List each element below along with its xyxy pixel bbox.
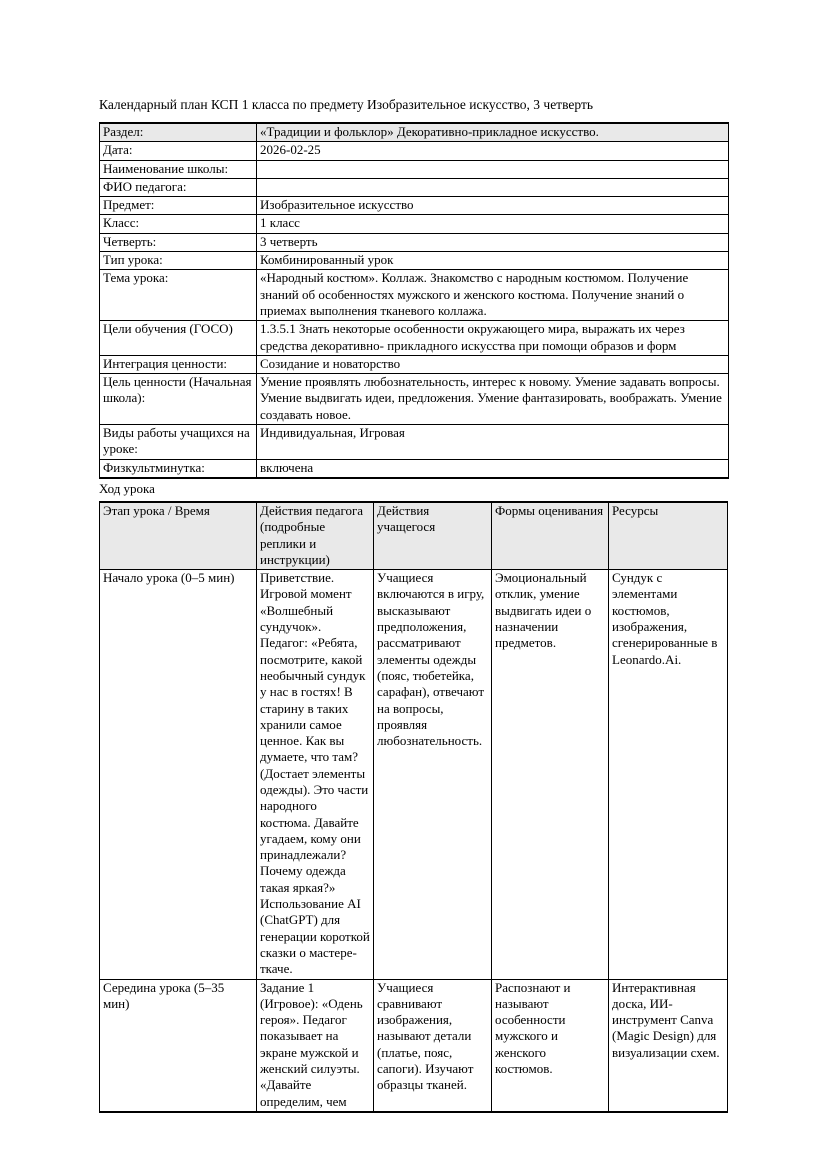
table-row bbox=[100, 355, 729, 373]
col-header-teacher-actions: Действия педагога (подробные реплики и инструкции) bbox=[257, 502, 374, 570]
info-label-phys-minute: Физкультминутка: bbox=[100, 459, 257, 478]
table-row bbox=[100, 459, 729, 478]
info-label-quarter: Четверть: bbox=[100, 233, 257, 251]
table-row bbox=[100, 142, 729, 160]
table-row bbox=[100, 425, 729, 460]
info-label-lesson-type: Тип урока: bbox=[100, 252, 257, 270]
table-row bbox=[100, 197, 729, 215]
table-row bbox=[100, 374, 729, 425]
info-value-phys-minute: включена bbox=[257, 459, 729, 478]
info-label-class: Класс: bbox=[100, 215, 257, 233]
info-value-lesson-type: Комбинированный урок bbox=[257, 252, 729, 270]
page-title: Календарный план КСП 1 класса по предмету Изобразительное искусство, 3 четверть bbox=[99, 97, 593, 112]
info-value-values-goal: Умение проявлять любознательность, интерес к новому. Умение задавать вопросы. Умение выдвигать идеи, предложения. Умение фантазировать, воображать. Умение создавать новое. bbox=[257, 374, 729, 425]
info-label-subject: Предмет: bbox=[100, 197, 257, 215]
col-header-resources: Ресурсы bbox=[609, 502, 728, 570]
table-row bbox=[100, 178, 729, 196]
teacher-actions-cell: Приветствие. Игровой момент «Волшебный сундучок». Педагог: «Ребята, посмотрите, какой необычный сундук у нас в гостях! В старину в таких хранили самое ценное. Как вы думаете, что там? (Достает элементы одежды). Это части народного костюма. Давайте угадаем, кому они принадлежали? Почему одежда такая яркая?» Использование AI (ChatGPT) для генерации короткой сказки о мастере-ткаче. bbox=[257, 570, 374, 979]
info-label-lesson-topic: Тема урока: bbox=[100, 270, 257, 321]
info-value-date: 2026-02-25 bbox=[257, 142, 729, 160]
info-value-quarter: 3 четверть bbox=[257, 233, 729, 251]
stage-cell-lesson-start: Начало урока (0–5 мин) bbox=[100, 570, 257, 979]
table-row bbox=[100, 233, 729, 251]
assessment-cell: Эмоциональный отклик, умение выдвигать идеи о назначении предметов. bbox=[492, 570, 609, 979]
info-value-values-integration: Созидание и новаторство bbox=[257, 355, 729, 373]
resources-cell: Сундук с элементами костюмов, изображения, сгенерированные в Leonardo.Ai. bbox=[609, 570, 728, 979]
info-value-teacher-name bbox=[257, 178, 729, 196]
table-row bbox=[100, 321, 729, 356]
table-row bbox=[100, 123, 729, 142]
lesson-flow-table bbox=[99, 501, 728, 1113]
info-label-values-goal: Цель ценности (Начальная школа): bbox=[100, 374, 257, 425]
table-row bbox=[100, 215, 729, 233]
info-value-goso-goals: 1.3.5.1 Знать некоторые особенности окружающего мира, выражать их через средства декоративно- прикладного искусства при помощи образов и форм bbox=[257, 321, 729, 356]
info-value-class: 1 класс bbox=[257, 215, 729, 233]
assessment-cell: Распознают и называют особенности мужского и женского костюмов. bbox=[492, 979, 609, 1112]
table-row bbox=[100, 252, 729, 270]
info-label-work-types: Виды работы учащихся на уроке: bbox=[100, 425, 257, 460]
table-row bbox=[100, 270, 729, 321]
info-value-lesson-topic: «Народный костюм». Коллаж. Знакомство с народным костюмом. Получение знаний об особенностях мужского и женского костюма. Получение знаний о приемах выполнения тканевого коллажа. bbox=[257, 270, 729, 321]
info-label-razdel: Раздел: bbox=[100, 123, 257, 142]
info-label-goso-goals: Цели обучения (ГОСО) bbox=[100, 321, 257, 356]
table-row bbox=[100, 979, 728, 1112]
section-heading: Ход урока bbox=[99, 480, 155, 496]
info-value-razdel: «Традиции и фольклор» Декоративно-прикладное искусство. bbox=[257, 123, 729, 142]
table-row bbox=[100, 160, 729, 178]
table-row bbox=[100, 570, 728, 979]
info-value-work-types: Индивидуальная, Игровая bbox=[257, 425, 729, 460]
info-label-teacher-name: ФИО педагога: bbox=[100, 178, 257, 196]
info-label-date: Дата: bbox=[100, 142, 257, 160]
col-header-assessment: Формы оценивания bbox=[492, 502, 609, 570]
info-table bbox=[99, 122, 729, 479]
resources-cell: Интерактивная доска, ИИ-инструмент Canva (Magic Design) для визуализации схем. bbox=[609, 979, 728, 1112]
info-label-school: Наименование школы: bbox=[100, 160, 257, 178]
info-value-school bbox=[257, 160, 729, 178]
table-header-row bbox=[100, 502, 728, 570]
col-header-student-actions: Действия учащегося bbox=[374, 502, 492, 570]
info-label-values-integration: Интеграция ценности: bbox=[100, 355, 257, 373]
info-value-subject: Изобразительное искусство bbox=[257, 197, 729, 215]
teacher-actions-cell: Задание 1 (Игровое): «Одень героя». Педагог показывает на экране мужской и женский силуэты. «Давайте определим, чем bbox=[257, 979, 374, 1112]
stage-cell-lesson-middle: Середина урока (5–35 мин) bbox=[100, 979, 257, 1112]
col-header-stage: Этап урока / Время bbox=[100, 502, 257, 570]
student-actions-cell: Учащиеся включаются в игру, высказывают предположения, рассматривают элементы одежды (пояс, тюбетейка, сарафан), отвечают на вопросы, проявляя любознательность. bbox=[374, 570, 492, 979]
student-actions-cell: Учащиеся сравнивают изображения, называют детали (платье, пояс, сапоги). Изучают образцы тканей. bbox=[374, 979, 492, 1112]
